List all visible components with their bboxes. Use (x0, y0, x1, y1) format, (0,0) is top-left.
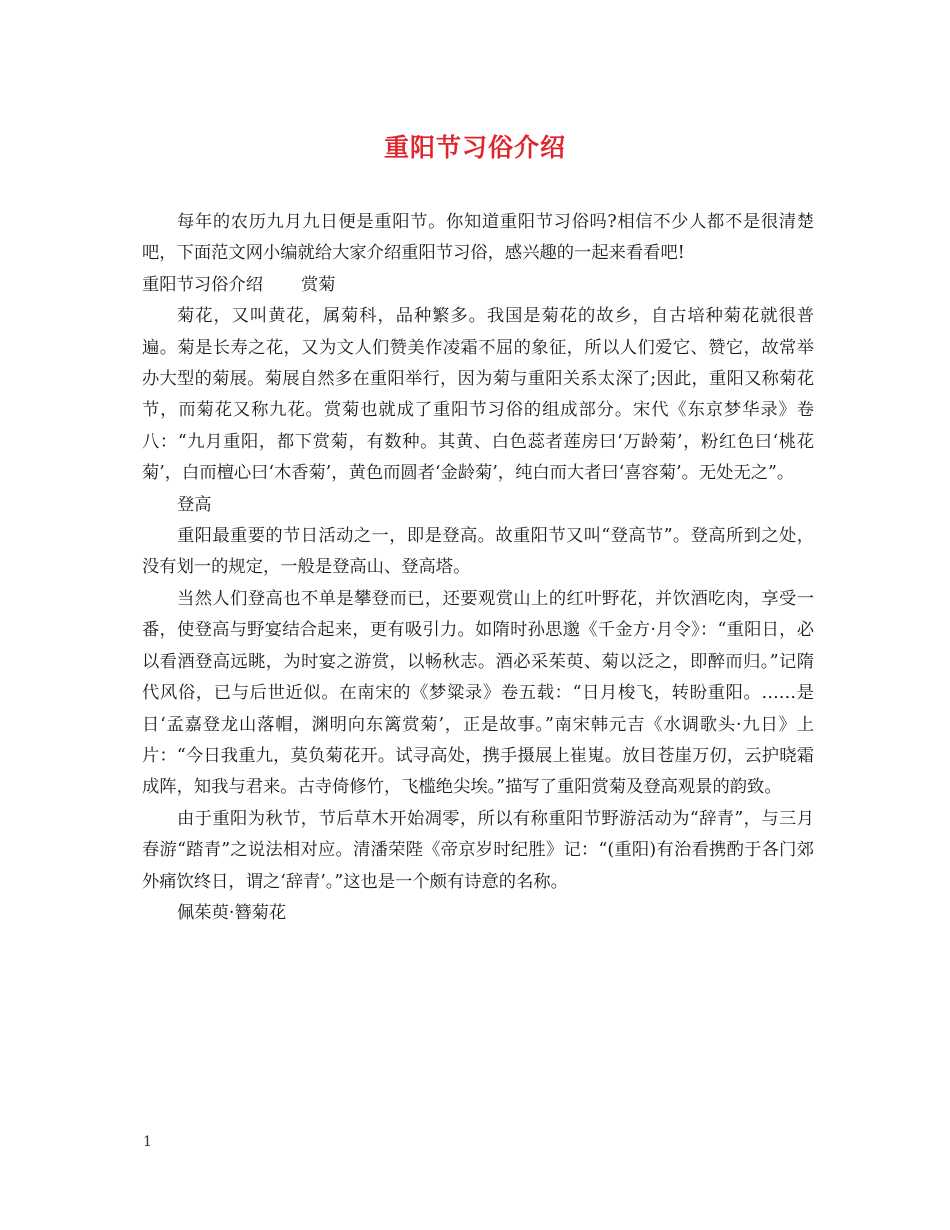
heading-zhuyu: 佩茱萸·簪菊花 (177, 902, 287, 923)
page-number: 1 (143, 1134, 152, 1150)
page-title: 重阳节习俗介绍 (383, 133, 566, 162)
intro-paragraph: 每年的农历九月九日便是重阳节。你知道重阳节习俗吗?相信不少人都不是很清楚吧，下面范文网小编就给大家介绍重阳节习俗，感兴趣的一起来看看吧! (142, 212, 814, 264)
denggao-paragraph-2: 当然人们登高也不单是攀登而已，还要观赏山上的红叶野花，并饮酒吃肉，享受一番，使登高与野宴结合起来，更有吸引力。如隋时孙思邈《千金方·月令》：“重阳日，必以看酒登高远眺，为时宴之游赏，以畅秋志。酒必采茱萸、菊以泛之，即醉而归。”记隋代风俗，已与后世近似。在南宋的《梦粱录》卷五载：“日月梭飞，转盼重阳。……是日‘孟嘉登龙山落帽，渊明向东篱赏菊’，正是故事。”南宋韩元吉《水调歌头·九日》上片：“今日我重九，莫负菊花开。试寻高处，携手摄展上崔嵬。放目苍崖万仞，云护晓霜成阵，知我与君来。古寺倚修竹，飞槛绝尖埃。”描写了重阳赏菊及登高观景的韵致。 (142, 588, 814, 798)
denggao-paragraph-3: 由于重阳为秋节，节后草木开始凋零，所以有称重阳节野游活动为“辞青”，与三月春游“踏青”之说法相对应。清潘荣陛《帝京岁时纪胜》记：“(重阳)有治看携酌于各门郊外痛饮终日，谓之‘辞青’。”这也是一个颇有诗意的名称。 (142, 808, 814, 892)
heading-shangju: 赏菊 (300, 274, 336, 295)
denggao-paragraph-1: 重阳最重要的节日活动之一，即是登高。故重阳节又叫“登高节”。登高所到之处，没有划一的规定，一般是登高山、登高塔。 (142, 526, 814, 578)
heading-denggao: 登高 (177, 494, 212, 515)
shangju-paragraph: 菊花，又叫黄花，属菊科，品种繁多。我国是菊花的故乡，自古培种菊花就很普遍。菊是长寿之花，又为文人们赞美作凌霜不屈的象征，所以人们爱它、赞它，故常举办大型的菊展。菊展自然多在重阳举行，因为菊与重阳关系太深了;因此，重阳又称菊花节，而菊花又称九花。赏菊也就成了重阳节习俗的组成部分。宋代《东京梦华录》卷八：“九月重阳，都下赏菊，有数种。其黄、白色蕊者莲房曰‘万龄菊’，粉红色曰‘桃花菊’，白而檀心曰‘木香菊’，黄色而圆者‘金龄菊’，纯白而大者曰‘喜容菊’。无处无之”。 (142, 306, 814, 484)
main-heading: 重阳节习俗介绍 (142, 274, 263, 295)
section-heading-line (142, 270, 814, 301)
document-body (142, 207, 814, 929)
